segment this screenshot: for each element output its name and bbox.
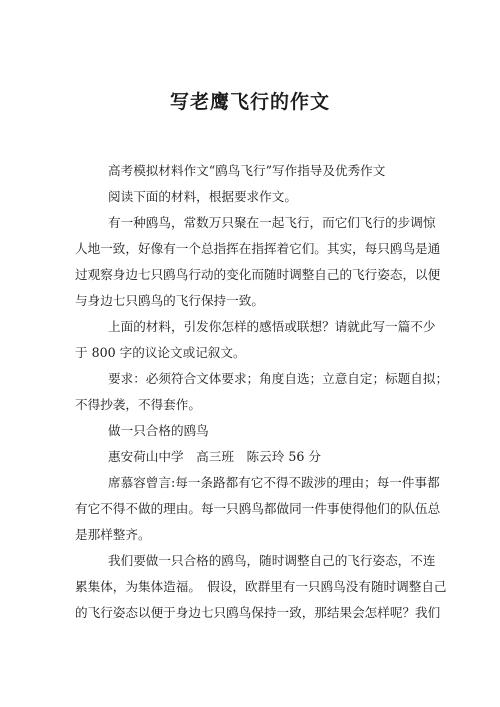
text-line: 高考模拟材料作文“鸥鸟飞行”写作指导及优秀作文: [108, 163, 386, 178]
text-line: 阅读下面的材料，根据要求作文。: [108, 189, 297, 204]
text-line: 不得抄袭，不得套作。: [75, 397, 201, 412]
text-line: 过观察身边七只鸥鸟行动的变化而随时调整自己的飞行姿态，以便: [75, 267, 441, 282]
text-line: 有它不得不做的理由。每一只鸥鸟都做同一件事使得他们的队伍总: [75, 501, 441, 516]
document-body: [75, 158, 449, 626]
text-line: 人地一致，好像有一个总指挥在指挥着它们。其实，每只鸥鸟是通: [75, 241, 441, 256]
text-line: 于 800 字的议论文或记叙文。: [75, 345, 246, 360]
text-line: 席慕容曾言:每一条路都有它不得不跋涉的理由；每一件事都: [108, 475, 440, 490]
text-line: 是那样整齐。: [75, 527, 151, 542]
text-line: 做一只合格的鸥鸟: [108, 423, 209, 438]
text-line: 惠安荷山中学 高三班 陈云玲 56 分: [108, 449, 321, 464]
text-line: 与身边七只鸥鸟的飞行保持一致。: [75, 293, 264, 308]
page-title: 写老鹰飞行的作文: [169, 91, 330, 113]
text-line: 我们要做一只合格的鸥鸟，随时调整自己的飞行姿态，不连: [108, 553, 436, 568]
text-line: 有一种鸥鸟，常数万只聚在一起飞行，而它们飞行的步调惊: [108, 215, 436, 230]
text-line: 上面的材料，引发你怎样的感悟或联想？请就此写一篇不少: [108, 319, 436, 334]
text-line: 的飞行姿态以便于身边七只鸥鸟保持一致，那结果会怎样呢？我们: [75, 605, 441, 620]
text-line: 要求：必须符合文体要求；角度自选；立意自定；标题自拟；: [108, 371, 449, 386]
text-line: 累集体，为集体造福。 假设，欧群里有一只鸥鸟没有随时调整自己: [75, 579, 447, 594]
